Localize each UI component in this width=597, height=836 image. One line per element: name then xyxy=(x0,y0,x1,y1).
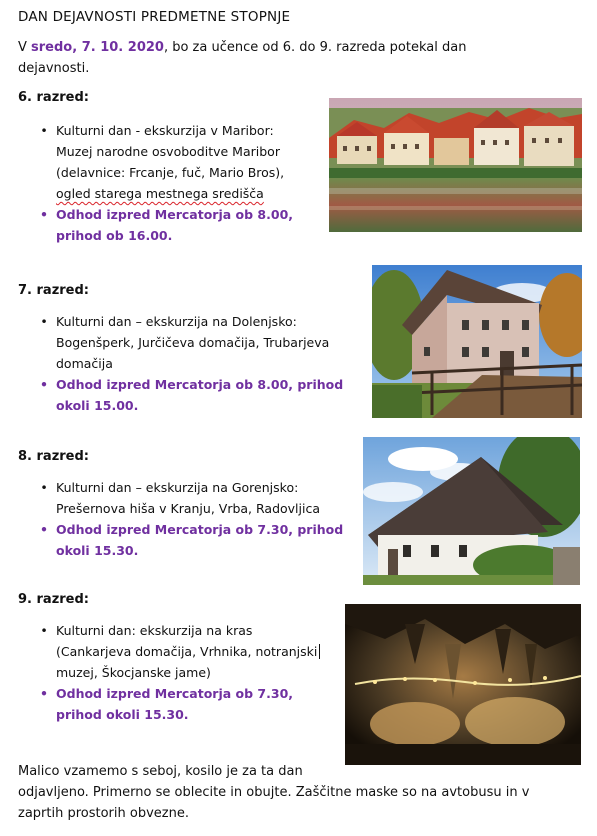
grade-9-heading: 9. razred: xyxy=(18,592,89,607)
footer-line-2: odjavljeno. Primerno se oblecite in obujte. Zaščitne maske so na avtobusu in v xyxy=(18,785,530,800)
footer-line-1: Malico vzamemo s seboj, kosilo je za ta dan xyxy=(18,764,303,779)
bullet: • xyxy=(40,123,48,138)
intro-line1-rest: , bo za učence od 6. do 9. razreda potekal dan xyxy=(163,40,467,55)
grade-6-line-4: ogled starega mestnega središča xyxy=(56,186,264,201)
intro-day: sredo xyxy=(31,40,73,55)
bullet: • xyxy=(40,522,48,537)
grade-9-departure xyxy=(40,683,341,725)
grade-7-departure-2: okoli 15.00. xyxy=(56,398,139,413)
bullet: • xyxy=(40,686,48,701)
grade-8-line-2: Prešernova hiša v Kranju, Vrba, Radovljica xyxy=(56,501,321,516)
page-title: DAN DEJAVNOSTI PREDMETNE STOPNJE xyxy=(18,9,291,25)
intro-prefix: V xyxy=(18,40,32,55)
grade-8-heading: 8. razred: xyxy=(18,449,89,464)
grade-8-departure-1: Odhod izpred Mercatorja ob 7.30, prihod xyxy=(56,522,344,537)
bullet: • xyxy=(40,377,48,392)
bullet: • xyxy=(40,623,48,638)
bullet: • xyxy=(40,480,48,495)
intro-paragraph xyxy=(18,37,488,79)
grade-6-line-3: (delavnice: Frcanje, fuč, Mario Bros), xyxy=(56,165,285,180)
trubarjeva-domacija-photo xyxy=(372,265,582,418)
grade-7-line-1: Kulturni dan – ekskurzija na Dolenjsko: xyxy=(56,314,297,329)
grade-7-activity xyxy=(40,311,356,374)
grade-6-heading: 6. razred: xyxy=(18,90,89,105)
footer-note xyxy=(18,761,529,824)
grade-7-departure-1: Odhod izpred Mercatorja ob 8.00, prihod xyxy=(56,377,344,392)
grade-6-activity xyxy=(40,120,318,204)
grade-6-departure-1: Odhod izpred Mercatorja ob 8.00, xyxy=(56,207,294,222)
grade-8-line-1: Kulturni dan – ekskurzija na Gorenjsko: xyxy=(56,480,299,495)
maribor-riverside-photo xyxy=(329,98,582,232)
grade-7-line-2: Bogenšperk, Jurčičeva domačija, Trubarjeva xyxy=(56,335,330,350)
grade-6-line-2: Muzej narodne osvoboditve Maribor xyxy=(56,144,280,159)
grade-9-departure-2: prihod okoli 15.30. xyxy=(56,707,189,722)
grade-9-line-2: (Cankarjeva domačija, Vrhnika, notranjski xyxy=(56,644,318,659)
skocjanske-jame-photo xyxy=(345,604,581,765)
grade-8-activity xyxy=(40,477,356,519)
bullet: • xyxy=(40,314,48,329)
grade-6-departure xyxy=(40,204,318,246)
grade-6-line-1: Kulturni dan - ekskurzija v Maribor: xyxy=(56,123,274,138)
bullet: • xyxy=(40,207,48,222)
intro-sep: , xyxy=(72,40,82,55)
presernova-hisa-photo xyxy=(363,437,580,585)
grade-8-departure-2: okoli 15.30. xyxy=(56,543,139,558)
intro-date: 7. 10. 2020 xyxy=(81,40,164,55)
grade-9-line-1: Kulturni dan: ekskurzija na kras xyxy=(56,623,253,638)
grade-9-activity xyxy=(40,620,341,683)
grade-8-departure xyxy=(40,519,356,561)
grade-9-departure-1: Odhod izpred Mercatorja ob 7.30, xyxy=(56,686,294,701)
footer-line-3: zaprtih prostorih obvezne. xyxy=(18,806,189,821)
grade-7-heading: 7. razred: xyxy=(18,283,89,298)
intro-line2: dejavnosti. xyxy=(18,61,90,76)
grade-6-departure-2: prihod ob 16.00. xyxy=(56,228,173,243)
grade-7-departure xyxy=(40,374,356,416)
grade-7-line-3: domačija xyxy=(56,356,113,371)
grade-9-line-3: muzej, Škocjanske jame) xyxy=(56,665,211,680)
text-cursor xyxy=(319,644,320,659)
